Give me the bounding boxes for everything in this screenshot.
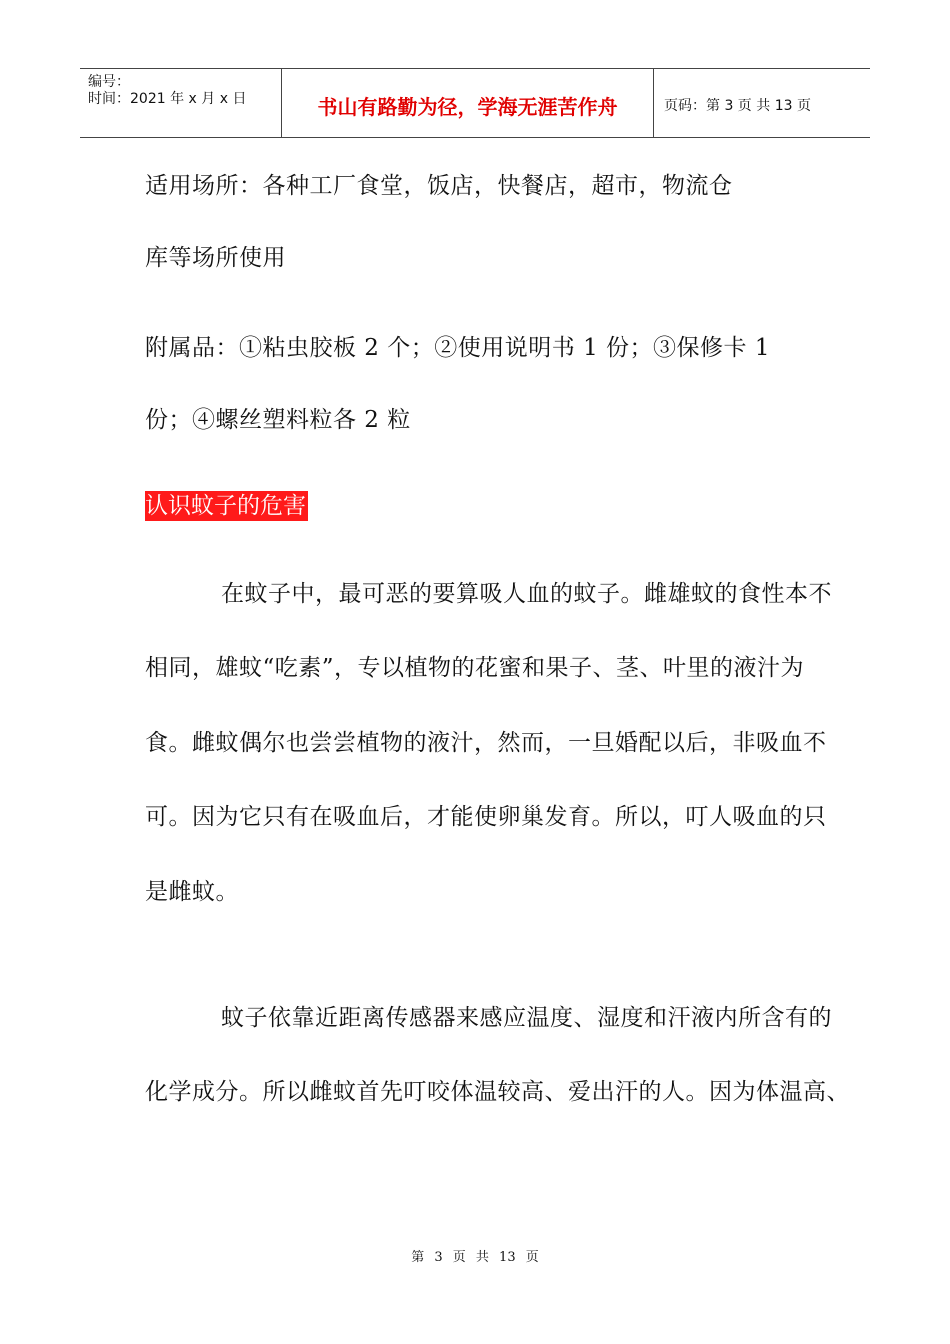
page-footer: 第 3 页 共 13 页 [411, 1250, 539, 1265]
header-motto: 书山有路勤为径，学海无涯苦作舟 [282, 69, 654, 137]
paragraph-line: 化学成分。所以雌蚊首先叮咬体温较高、爱出汗的人。因为体温高、 [145, 1079, 850, 1105]
body-line: 库等场所使用 [145, 245, 286, 271]
time-label: 时间：2021 年 x 月 x 日 [88, 91, 247, 107]
body-line: 附属品：①粘虫胶板 2 个；②使用说明书 1 份；③保修卡 1 [145, 335, 770, 361]
paragraph-line: 可。因为它只有在吸血后，才能使卵巢发育。所以，叮人吸血的只 [145, 804, 827, 830]
document-header [80, 68, 870, 138]
paragraph-line: 相同，雄蚊“吃素”，专以植物的花蜜和果子、茎、叶里的液汁为 [145, 655, 805, 681]
body-line: 份；④螺丝塑料粒各 2 粒 [145, 407, 411, 433]
paragraph-line: 食。雌蚊偶尔也尝尝植物的液汁，然而，一旦婚配以后，非吸血不 [145, 730, 827, 756]
section-heading: 认识蚊子的危害 [145, 493, 306, 519]
paragraph-line: 是雌蚊。 [145, 879, 239, 905]
number-label: 编号： [88, 74, 130, 90]
paragraph-line: 在蚊子中，最可恶的要算吸人血的蚊子。雌雄蚊的食性本不 [221, 581, 832, 607]
paragraph-line: 蚊子依靠近距离传感器来感应温度、湿度和汗液内所含有的 [221, 1005, 832, 1031]
body-line: 适用场所：各种工厂食堂，饭店，快餐店，超市，物流仓 [145, 173, 733, 199]
header-meta [80, 69, 282, 137]
header-page-info: 页码：第 3 页 共 13 页 [664, 98, 811, 114]
